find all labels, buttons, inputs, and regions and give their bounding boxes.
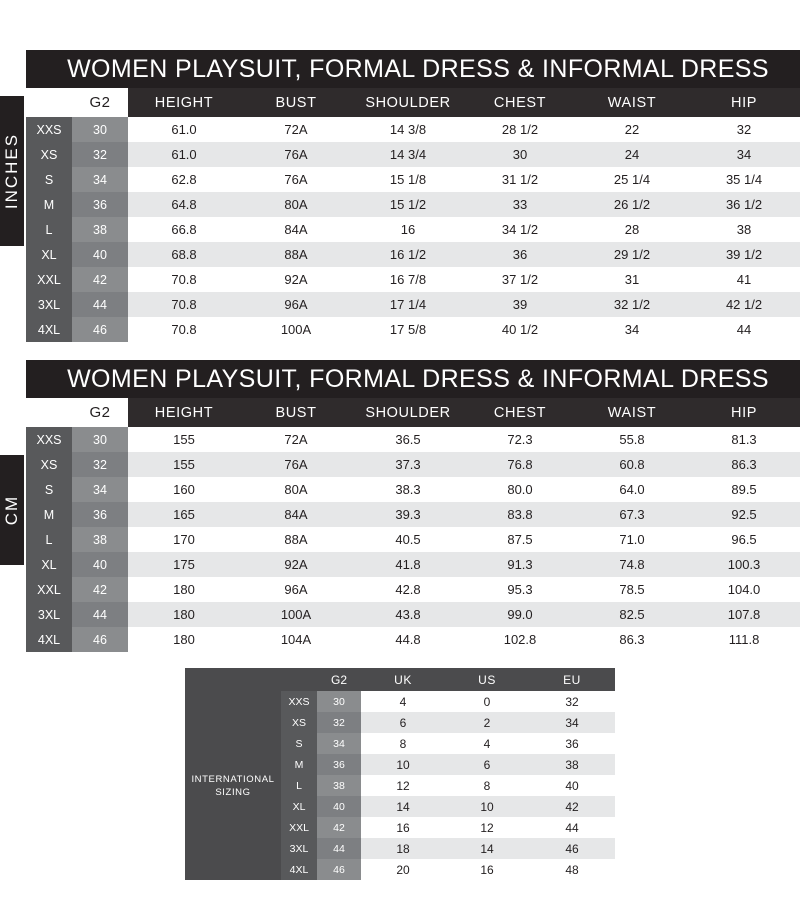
cell-us: 6 bbox=[445, 754, 529, 775]
header-height: HEIGHT bbox=[128, 88, 240, 117]
row-g2: 46 bbox=[72, 317, 128, 342]
cell-waist: 29 1/2 bbox=[576, 242, 688, 267]
cell-bust: 76A bbox=[240, 452, 352, 477]
intl-header-blank-2 bbox=[281, 668, 317, 691]
row-size: XS bbox=[26, 452, 72, 477]
row-size: 3XL bbox=[26, 602, 72, 627]
cell-height: 180 bbox=[128, 602, 240, 627]
inches-title: WOMEN PLAYSUIT, FORMAL DRESS & INFORMAL DRESS bbox=[26, 50, 800, 88]
table-row bbox=[26, 292, 800, 317]
row-size: XS bbox=[26, 142, 72, 167]
cell-height: 66.8 bbox=[128, 217, 240, 242]
row-g2: 34 bbox=[317, 733, 361, 754]
unit-label-cm-text: CM bbox=[2, 494, 22, 526]
inches-title-row bbox=[26, 50, 800, 88]
row-g2: 40 bbox=[72, 242, 128, 267]
unit-label-cm bbox=[0, 455, 24, 565]
header-waist: WAIST bbox=[576, 398, 688, 427]
row-g2: 38 bbox=[72, 527, 128, 552]
cell-bust: 104A bbox=[240, 627, 352, 652]
cell-height: 62.8 bbox=[128, 167, 240, 192]
cell-hip: 89.5 bbox=[688, 477, 800, 502]
intl-header-eu: EU bbox=[529, 668, 615, 691]
header-blank bbox=[26, 398, 72, 427]
intl-sizing-label-line1: INTERNATIONAL bbox=[191, 773, 275, 785]
row-g2: 30 bbox=[72, 427, 128, 452]
cell-waist: 64.0 bbox=[576, 477, 688, 502]
row-g2: 44 bbox=[72, 602, 128, 627]
intl-sizing-label bbox=[185, 691, 281, 880]
cell-chest: 40 1/2 bbox=[464, 317, 576, 342]
table-row bbox=[26, 267, 800, 292]
cell-bust: 80A bbox=[240, 477, 352, 502]
cm-title: WOMEN PLAYSUIT, FORMAL DRESS & INFORMAL DRESS bbox=[26, 360, 800, 398]
table-row bbox=[26, 217, 800, 242]
cell-shoulder: 43.8 bbox=[352, 602, 464, 627]
cell-height: 165 bbox=[128, 502, 240, 527]
row-size: 3XL bbox=[26, 292, 72, 317]
cell-waist: 32 1/2 bbox=[576, 292, 688, 317]
row-size: XXS bbox=[281, 691, 317, 712]
row-g2: 38 bbox=[317, 775, 361, 796]
row-size: 3XL bbox=[281, 838, 317, 859]
cell-uk: 10 bbox=[361, 754, 445, 775]
cell-bust: 72A bbox=[240, 427, 352, 452]
cell-waist: 31 bbox=[576, 267, 688, 292]
row-g2: 42 bbox=[72, 267, 128, 292]
cell-waist: 24 bbox=[576, 142, 688, 167]
cell-waist: 25 1/4 bbox=[576, 167, 688, 192]
cell-eu: 42 bbox=[529, 796, 615, 817]
cm-chart bbox=[26, 360, 800, 652]
cell-waist: 71.0 bbox=[576, 527, 688, 552]
cell-chest: 76.8 bbox=[464, 452, 576, 477]
intl-header-uk: UK bbox=[361, 668, 445, 691]
cm-size-table bbox=[26, 360, 800, 652]
cm-title-row bbox=[26, 360, 800, 398]
cell-eu: 46 bbox=[529, 838, 615, 859]
intl-header-g2: G2 bbox=[317, 668, 361, 691]
table-row bbox=[26, 602, 800, 627]
cell-us: 4 bbox=[445, 733, 529, 754]
cell-chest: 31 1/2 bbox=[464, 167, 576, 192]
row-size: XXS bbox=[26, 117, 72, 142]
cell-height: 155 bbox=[128, 452, 240, 477]
header-waist: WAIST bbox=[576, 88, 688, 117]
row-g2: 30 bbox=[72, 117, 128, 142]
cell-height: 70.8 bbox=[128, 317, 240, 342]
row-size: M bbox=[281, 754, 317, 775]
cell-waist: 74.8 bbox=[576, 552, 688, 577]
cell-us: 2 bbox=[445, 712, 529, 733]
row-size: L bbox=[26, 217, 72, 242]
cell-hip: 36 1/2 bbox=[688, 192, 800, 217]
cell-chest: 36 bbox=[464, 242, 576, 267]
row-size: XXS bbox=[26, 427, 72, 452]
table-row bbox=[26, 242, 800, 267]
cell-shoulder: 44.8 bbox=[352, 627, 464, 652]
cell-hip: 39 1/2 bbox=[688, 242, 800, 267]
row-size: XL bbox=[26, 552, 72, 577]
cell-uk: 18 bbox=[361, 838, 445, 859]
row-g2: 32 bbox=[72, 142, 128, 167]
cell-bust: 96A bbox=[240, 292, 352, 317]
cell-waist: 28 bbox=[576, 217, 688, 242]
cell-bust: 88A bbox=[240, 527, 352, 552]
cell-eu: 34 bbox=[529, 712, 615, 733]
header-bust: BUST bbox=[240, 398, 352, 427]
row-size: XXL bbox=[281, 817, 317, 838]
row-g2: 30 bbox=[317, 691, 361, 712]
row-size: XXL bbox=[26, 577, 72, 602]
row-size: XS bbox=[281, 712, 317, 733]
header-blank bbox=[26, 88, 72, 117]
cell-bust: 96A bbox=[240, 577, 352, 602]
row-size: S bbox=[26, 167, 72, 192]
cell-bust: 76A bbox=[240, 167, 352, 192]
cell-height: 61.0 bbox=[128, 117, 240, 142]
cell-waist: 82.5 bbox=[576, 602, 688, 627]
cell-height: 155 bbox=[128, 427, 240, 452]
cell-us: 10 bbox=[445, 796, 529, 817]
cell-shoulder: 17 1/4 bbox=[352, 292, 464, 317]
row-size: 4XL bbox=[281, 859, 317, 880]
table-row bbox=[26, 192, 800, 217]
cell-bust: 84A bbox=[240, 217, 352, 242]
cell-height: 64.8 bbox=[128, 192, 240, 217]
cell-waist: 86.3 bbox=[576, 627, 688, 652]
cell-shoulder: 37.3 bbox=[352, 452, 464, 477]
cell-shoulder: 38.3 bbox=[352, 477, 464, 502]
unit-label-inches bbox=[0, 96, 24, 246]
cell-chest: 102.8 bbox=[464, 627, 576, 652]
cell-bust: 76A bbox=[240, 142, 352, 167]
cell-waist: 55.8 bbox=[576, 427, 688, 452]
international-sizing-table bbox=[185, 668, 615, 880]
cell-chest: 99.0 bbox=[464, 602, 576, 627]
cell-hip: 32 bbox=[688, 117, 800, 142]
cell-waist: 26 1/2 bbox=[576, 192, 688, 217]
cell-hip: 111.8 bbox=[688, 627, 800, 652]
table-row bbox=[26, 502, 800, 527]
intl-header-row bbox=[185, 668, 615, 691]
cell-uk: 12 bbox=[361, 775, 445, 796]
header-g2: G2 bbox=[72, 88, 128, 117]
table-row bbox=[26, 317, 800, 342]
intl-header-us: US bbox=[445, 668, 529, 691]
cell-hip: 107.8 bbox=[688, 602, 800, 627]
header-shoulder: SHOULDER bbox=[352, 88, 464, 117]
cell-eu: 36 bbox=[529, 733, 615, 754]
header-hip: HIP bbox=[688, 398, 800, 427]
header-chest: CHEST bbox=[464, 398, 576, 427]
intl-header-blank bbox=[185, 668, 281, 691]
cell-uk: 20 bbox=[361, 859, 445, 880]
header-bust: BUST bbox=[240, 88, 352, 117]
cell-waist: 22 bbox=[576, 117, 688, 142]
row-g2: 34 bbox=[72, 477, 128, 502]
table-row bbox=[26, 477, 800, 502]
header-g2: G2 bbox=[72, 398, 128, 427]
cell-bust: 80A bbox=[240, 192, 352, 217]
cell-bust: 84A bbox=[240, 502, 352, 527]
row-g2: 44 bbox=[72, 292, 128, 317]
cell-shoulder: 17 5/8 bbox=[352, 317, 464, 342]
cell-us: 8 bbox=[445, 775, 529, 796]
cell-shoulder: 15 1/2 bbox=[352, 192, 464, 217]
cell-shoulder: 42.8 bbox=[352, 577, 464, 602]
row-g2: 38 bbox=[72, 217, 128, 242]
table-row bbox=[26, 427, 800, 452]
cell-hip: 41 bbox=[688, 267, 800, 292]
cell-waist: 34 bbox=[576, 317, 688, 342]
inches-size-table bbox=[26, 50, 800, 342]
row-g2: 40 bbox=[72, 552, 128, 577]
cell-hip: 34 bbox=[688, 142, 800, 167]
cell-bust: 72A bbox=[240, 117, 352, 142]
intl-sizing-label-line2: SIZING bbox=[215, 786, 251, 798]
cell-eu: 38 bbox=[529, 754, 615, 775]
cell-height: 180 bbox=[128, 577, 240, 602]
cell-hip: 96.5 bbox=[688, 527, 800, 552]
cell-shoulder: 16 7/8 bbox=[352, 267, 464, 292]
cm-header-row bbox=[26, 398, 800, 427]
cell-shoulder: 14 3/4 bbox=[352, 142, 464, 167]
row-g2: 44 bbox=[317, 838, 361, 859]
cell-shoulder: 15 1/8 bbox=[352, 167, 464, 192]
cell-waist: 67.3 bbox=[576, 502, 688, 527]
table-row bbox=[26, 552, 800, 577]
cell-us: 0 bbox=[445, 691, 529, 712]
row-size: S bbox=[281, 733, 317, 754]
cell-uk: 16 bbox=[361, 817, 445, 838]
table-row bbox=[26, 527, 800, 552]
cell-chest: 37 1/2 bbox=[464, 267, 576, 292]
cell-us: 16 bbox=[445, 859, 529, 880]
cell-shoulder: 39.3 bbox=[352, 502, 464, 527]
cell-eu: 40 bbox=[529, 775, 615, 796]
row-size: M bbox=[26, 192, 72, 217]
row-size: S bbox=[26, 477, 72, 502]
row-g2: 36 bbox=[72, 192, 128, 217]
row-g2: 42 bbox=[317, 817, 361, 838]
cell-chest: 72.3 bbox=[464, 427, 576, 452]
row-size: 4XL bbox=[26, 627, 72, 652]
inches-chart bbox=[26, 50, 800, 342]
header-chest: CHEST bbox=[464, 88, 576, 117]
row-g2: 36 bbox=[72, 502, 128, 527]
cell-hip: 38 bbox=[688, 217, 800, 242]
cell-uk: 6 bbox=[361, 712, 445, 733]
table-row bbox=[26, 167, 800, 192]
header-height: HEIGHT bbox=[128, 398, 240, 427]
cell-height: 175 bbox=[128, 552, 240, 577]
cell-hip: 92.5 bbox=[688, 502, 800, 527]
table-row bbox=[26, 452, 800, 477]
row-size: 4XL bbox=[26, 317, 72, 342]
table-row bbox=[26, 117, 800, 142]
cell-chest: 95.3 bbox=[464, 577, 576, 602]
row-size: XXL bbox=[26, 267, 72, 292]
cell-chest: 28 1/2 bbox=[464, 117, 576, 142]
cell-shoulder: 16 bbox=[352, 217, 464, 242]
unit-label-inches-text: INCHES bbox=[2, 132, 22, 210]
cell-eu: 32 bbox=[529, 691, 615, 712]
cell-hip: 104.0 bbox=[688, 577, 800, 602]
inches-header-row bbox=[26, 88, 800, 117]
cell-eu: 44 bbox=[529, 817, 615, 838]
row-size: XL bbox=[26, 242, 72, 267]
header-shoulder: SHOULDER bbox=[352, 398, 464, 427]
row-g2: 40 bbox=[317, 796, 361, 817]
cell-shoulder: 16 1/2 bbox=[352, 242, 464, 267]
cell-uk: 4 bbox=[361, 691, 445, 712]
cell-hip: 44 bbox=[688, 317, 800, 342]
cell-chest: 83.8 bbox=[464, 502, 576, 527]
list-item bbox=[185, 691, 615, 712]
cell-shoulder: 41.8 bbox=[352, 552, 464, 577]
cell-bust: 92A bbox=[240, 267, 352, 292]
cell-chest: 91.3 bbox=[464, 552, 576, 577]
cell-height: 70.8 bbox=[128, 267, 240, 292]
table-row bbox=[26, 577, 800, 602]
cell-hip: 81.3 bbox=[688, 427, 800, 452]
cell-eu: 48 bbox=[529, 859, 615, 880]
cell-shoulder: 40.5 bbox=[352, 527, 464, 552]
cell-chest: 34 1/2 bbox=[464, 217, 576, 242]
cell-uk: 8 bbox=[361, 733, 445, 754]
cell-chest: 87.5 bbox=[464, 527, 576, 552]
row-size: L bbox=[26, 527, 72, 552]
cell-bust: 100A bbox=[240, 602, 352, 627]
cell-hip: 100.3 bbox=[688, 552, 800, 577]
international-sizing-chart bbox=[185, 668, 615, 880]
cell-shoulder: 36.5 bbox=[352, 427, 464, 452]
row-g2: 46 bbox=[72, 627, 128, 652]
header-hip: HIP bbox=[688, 88, 800, 117]
cell-chest: 30 bbox=[464, 142, 576, 167]
cell-height: 160 bbox=[128, 477, 240, 502]
row-g2: 42 bbox=[72, 577, 128, 602]
table-row bbox=[26, 142, 800, 167]
row-g2: 32 bbox=[317, 712, 361, 733]
row-g2: 34 bbox=[72, 167, 128, 192]
cell-waist: 78.5 bbox=[576, 577, 688, 602]
cell-us: 14 bbox=[445, 838, 529, 859]
cell-hip: 42 1/2 bbox=[688, 292, 800, 317]
cell-waist: 60.8 bbox=[576, 452, 688, 477]
cell-height: 61.0 bbox=[128, 142, 240, 167]
cell-height: 70.8 bbox=[128, 292, 240, 317]
row-g2: 36 bbox=[317, 754, 361, 775]
cell-uk: 14 bbox=[361, 796, 445, 817]
row-g2: 32 bbox=[72, 452, 128, 477]
cell-bust: 92A bbox=[240, 552, 352, 577]
row-size: L bbox=[281, 775, 317, 796]
row-size: M bbox=[26, 502, 72, 527]
cell-chest: 80.0 bbox=[464, 477, 576, 502]
cell-shoulder: 14 3/8 bbox=[352, 117, 464, 142]
row-size: XL bbox=[281, 796, 317, 817]
cell-hip: 35 1/4 bbox=[688, 167, 800, 192]
cell-bust: 88A bbox=[240, 242, 352, 267]
cell-chest: 39 bbox=[464, 292, 576, 317]
cell-bust: 100A bbox=[240, 317, 352, 342]
cell-hip: 86.3 bbox=[688, 452, 800, 477]
cell-height: 180 bbox=[128, 627, 240, 652]
row-g2: 46 bbox=[317, 859, 361, 880]
cell-height: 68.8 bbox=[128, 242, 240, 267]
cell-height: 170 bbox=[128, 527, 240, 552]
cell-chest: 33 bbox=[464, 192, 576, 217]
table-row bbox=[26, 627, 800, 652]
cell-us: 12 bbox=[445, 817, 529, 838]
